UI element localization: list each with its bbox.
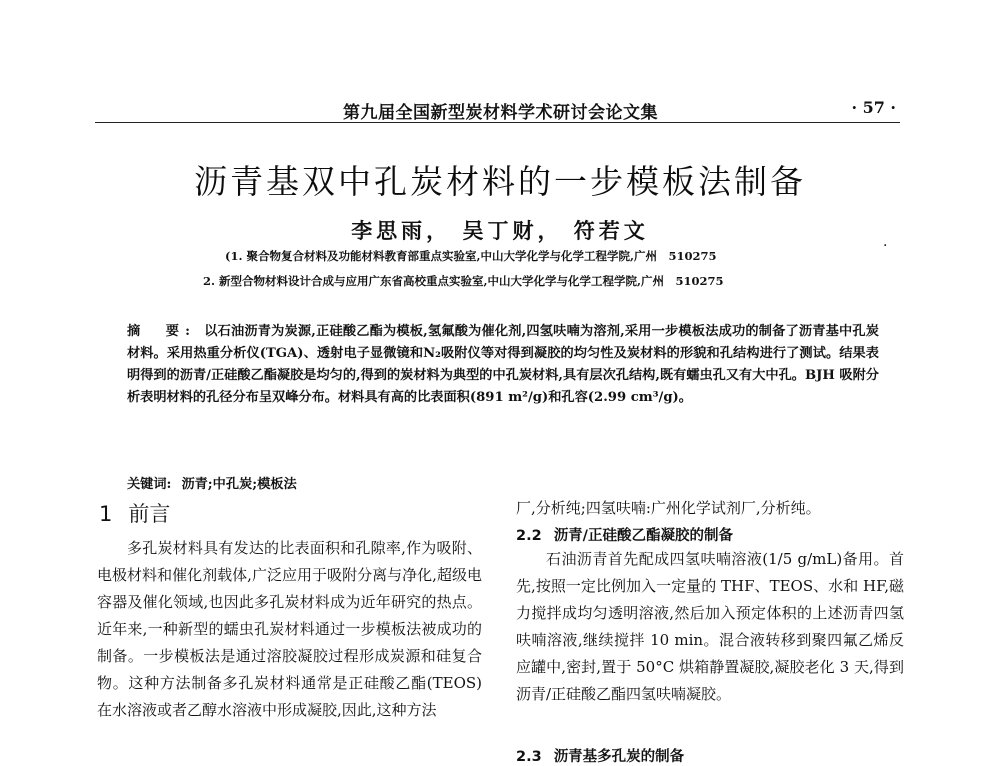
affiliation-1: (1. 聚合物复合材料及功能材料教育部重点实验室,中山大学化学与化学工程学院,广州 510275 — [225, 249, 717, 263]
section-2-2-body: 石油沥青首先配成四氢呋喃溶液(1/5 g/mL)备用。首先,按照一定比例加入一定量的 THF、TEOS、水和 HF,磁力搅拌成均匀透明溶液,然后加入预定体积的上述沥青四氢呋喃溶液,继续搅拌 10 min。混合液转移到聚四氟乙烯反应罐中,密封,置于 50°C 烘箱静置凝胶,凝胶老化 3 天,得到沥青/正硅酸乙酯四氢呋喃凝胶。 — [516, 550, 904, 703]
keywords — [127, 473, 297, 492]
affiliation-2: 2. 新型合物材料设计合成与应用广东省高校重点实验室,中山大学化学与化学工程学院,广州 510275 — [203, 274, 724, 288]
paper-title: 沥青基双中孔炭材料的一步模板法制备 — [194, 162, 806, 201]
keywords-text: 沥青;中孔炭;模板法 — [181, 477, 297, 492]
section-2-2-number: 2.2 — [516, 528, 542, 544]
author-list: 李思雨， 吴丁财， 符若文 — [351, 218, 649, 243]
running-header — [95, 96, 900, 123]
section-2-3-heading — [516, 745, 684, 766]
section-1-number: 1 — [99, 502, 113, 526]
abstract-text: 以石油沥青为炭源,正硅酸乙酯为模板,氢氟酸为催化剂,四氢呋喃为溶剂,采用一步模板法成功的制备了沥青基中孔炭材料。采用热重分析仪(TGA)、透射电子显微镜和N₂吸附仪等对得到凝胶的均匀性及炭材料的形貌和孔结构进行了测试。结果表明得到的沥青/正硅酸乙酯凝胶是均匀的,得到的炭材料为典型的中孔炭材料,具有层次孔结构,既有蠕虫孔又有大中孔。BJH 吸附分析表明材料的孔径分布呈双峰分布。材料具有高的比表面积(891 m²/g)和孔容(2.99 cm³/g)。 — [127, 324, 879, 405]
materials-continuation: 厂,分析纯;四氢呋喃:广州化学试剂厂,分析纯。 — [516, 499, 821, 517]
conference-name: 第九届全国新型炭材料学术研讨会论文集 — [343, 103, 658, 123]
page-number: · 57 · — [851, 98, 896, 117]
section-2-3-number: 2.3 — [516, 749, 542, 765]
abstract-label: 摘 要: — [127, 324, 197, 339]
stray-mark: · — [883, 238, 888, 254]
section-1-title: 前言 — [128, 502, 171, 526]
section-2-2-title: 沥青/正硅酸乙酯凝胶的制备 — [553, 528, 733, 544]
section-1-body: 多孔炭材料具有发达的比表面积和孔隙率,作为吸附、电极材料和催化剂载体,广泛应用于吸附分离与净化,超级电容器及催化领域,也因此多孔炭材料成为近年研究的热点。近年来,一种新型的蠕虫孔炭材料通过一步模板法被成功的制备。一步模板法是通过溶胶凝胶过程形成炭源和硅复合物。这种方法制备多孔炭材料通常是正硅酸乙酯(TEOS)在水溶液或者乙醇水溶液中形成凝胶,因此,这种方法 — [97, 539, 482, 719]
section-2-2-heading — [516, 524, 733, 545]
section-1-heading — [99, 498, 170, 528]
section-2-3-title: 沥青基多孔炭的制备 — [553, 749, 685, 765]
keywords-label: 关键词: — [127, 477, 172, 492]
abstract — [127, 321, 879, 409]
